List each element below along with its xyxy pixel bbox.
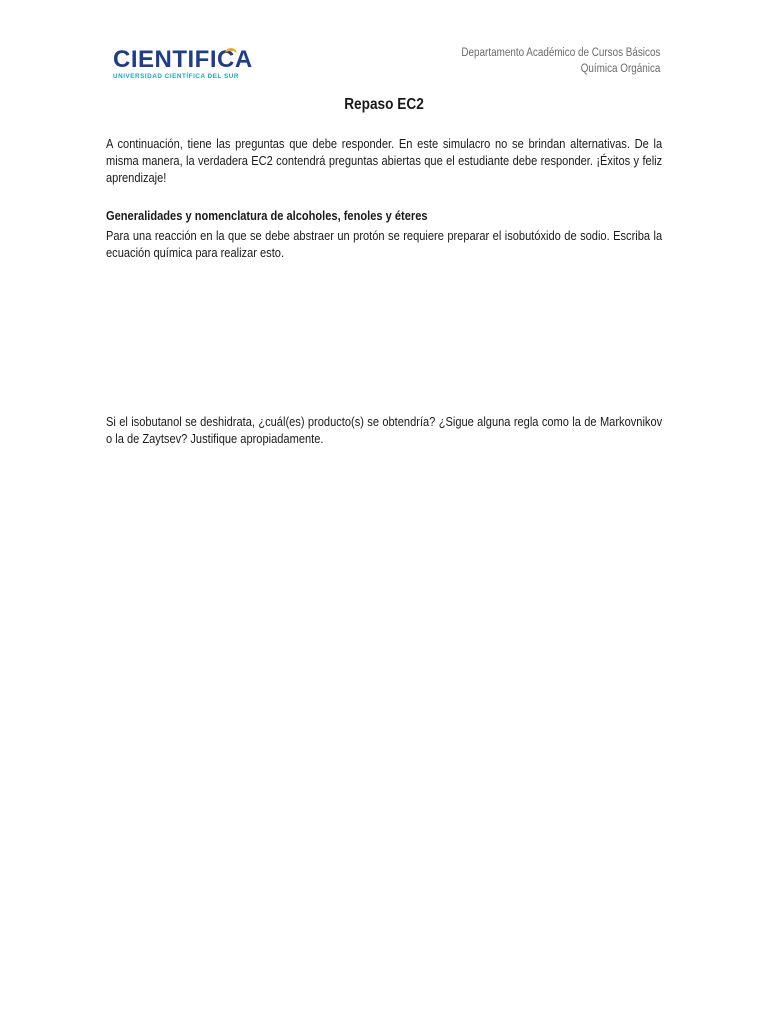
logo-subtitle: UNIVERSIDAD CIENTÍFICA DEL SUR	[113, 73, 240, 80]
logo-wordmark	[113, 48, 253, 72]
intro-text: A continuación, tiene las preguntas que debe responder. En este simulacro no se brindan alternativas. De la misma manera, la verdadera EC2 contendrá preguntas abiertas que el estudiante debe responder. ¡Éxitos y feliz aprendizaje!	[106, 137, 663, 185]
section-heading: Generalidades y nomenclatura de alcoholes, fenoles y éteres	[106, 209, 428, 223]
logo-name: CIENTIFICA	[113, 46, 253, 73]
course-label: Química Orgánica	[580, 63, 660, 75]
logo-accent-icon	[225, 48, 237, 56]
page-title: Repaso EC2	[344, 96, 424, 113]
question-1	[106, 228, 662, 262]
intro-paragraph	[106, 136, 662, 187]
department-label: Departamento Académico de Cursos Básicos	[460, 47, 660, 59]
question-2-text: Si el isobutanol se deshidrata, ¿cuál(es) producto(s) se obtendría? ¿Sigue alguna regla como la de Markovnikov o la de Zaytsev? Justifique apropiadamente.	[106, 415, 663, 446]
university-logo	[113, 48, 253, 82]
header-info	[461, 45, 660, 77]
question-2	[106, 414, 662, 448]
question-1-text: Para una reacción en la que se debe abstraer un protón se requiere preparar el isobutóxido de sodio. Escriba la ecuación química para realizar esto.	[106, 229, 663, 260]
